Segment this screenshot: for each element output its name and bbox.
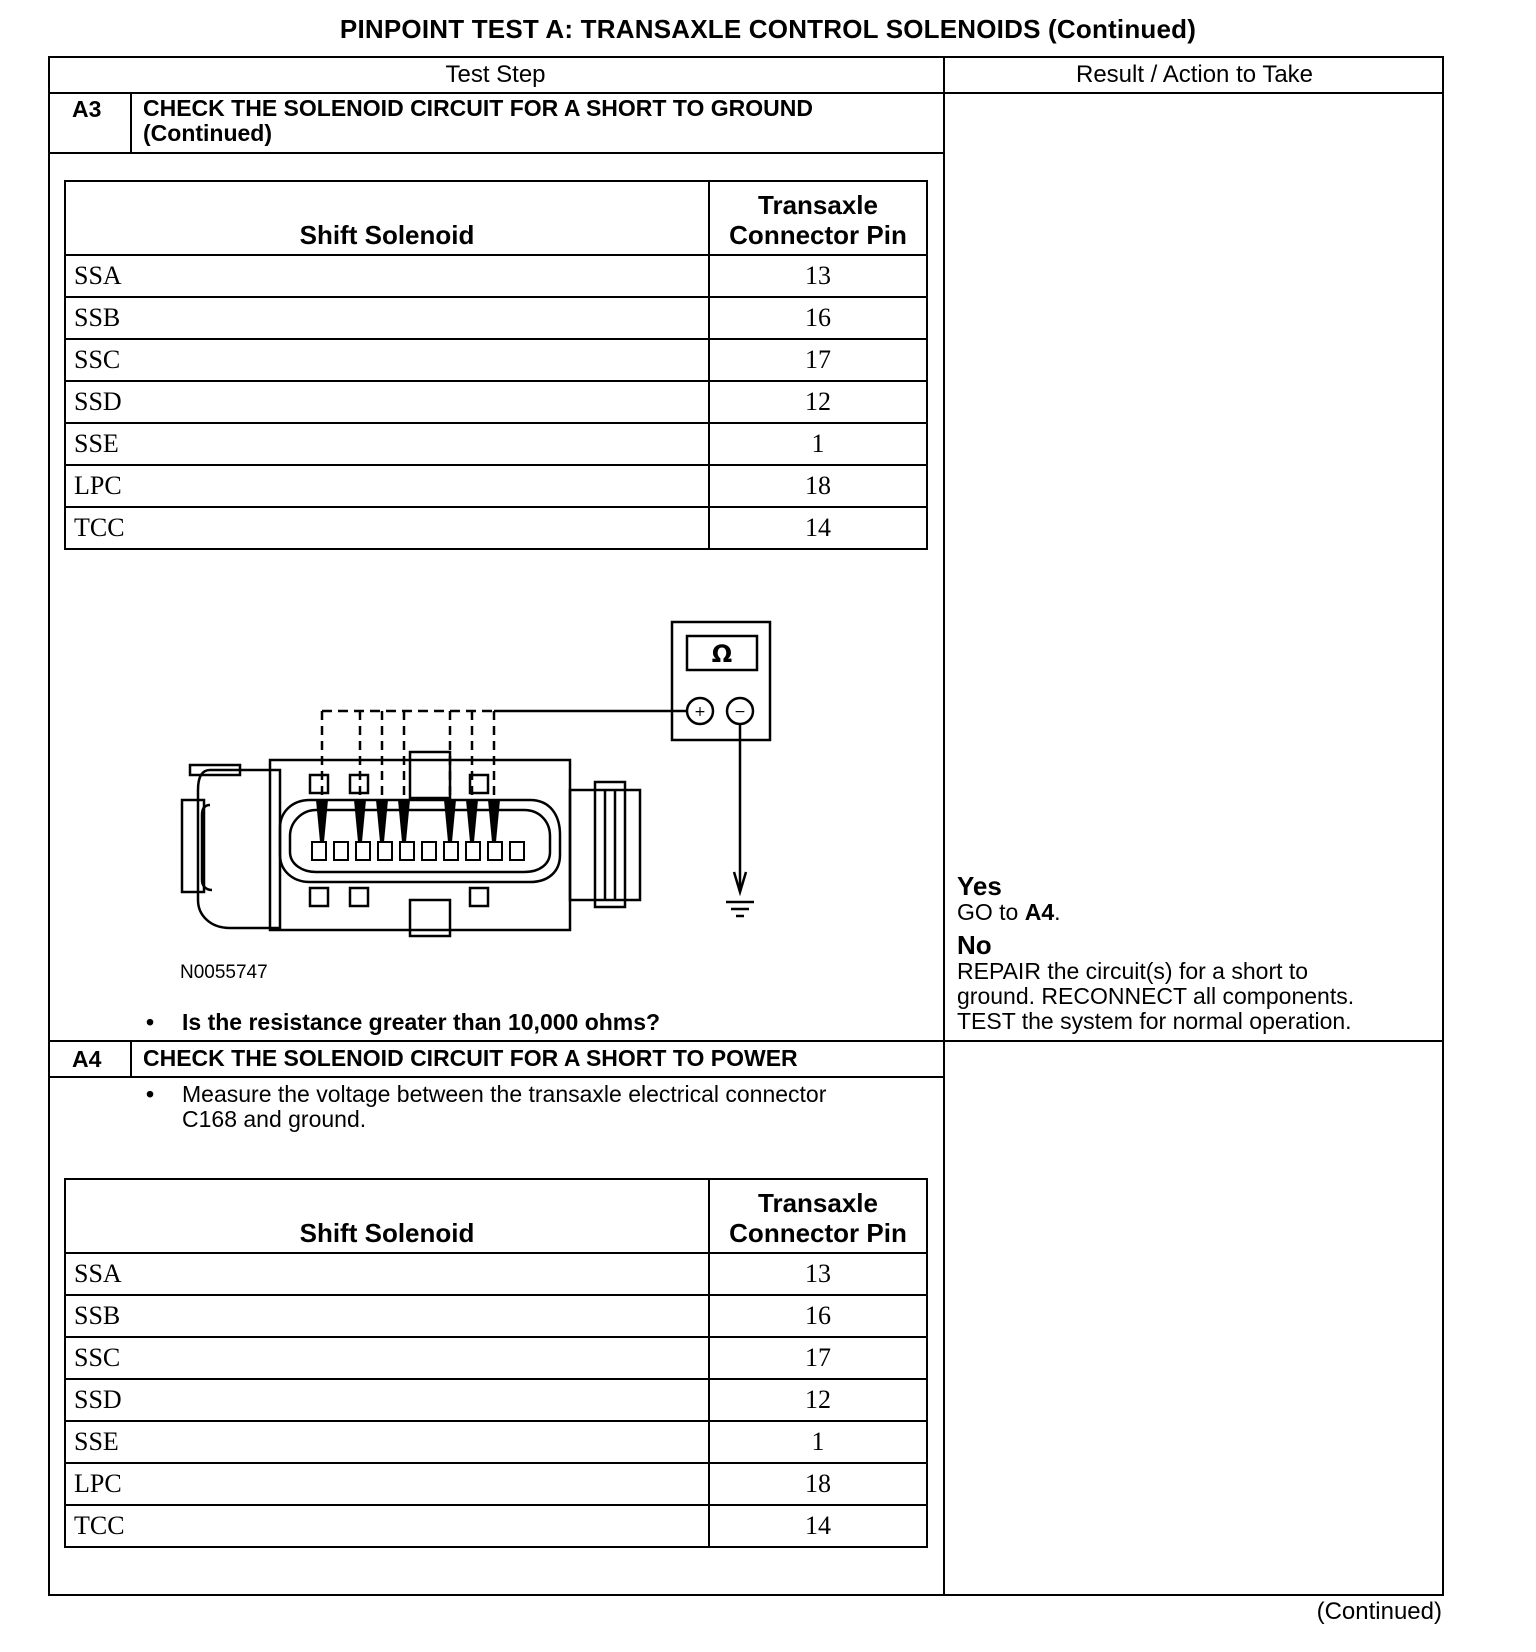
solenoid-cell: SSC <box>65 1337 709 1379</box>
solenoid-cell: LPC <box>65 1463 709 1505</box>
yes-end: . <box>1054 899 1061 925</box>
pin-cell: 12 <box>709 1379 927 1421</box>
table-row <box>65 339 927 381</box>
transaxle-connector-c168 <box>182 752 640 936</box>
plus-sign: + <box>694 704 706 720</box>
table-row <box>65 1253 927 1295</box>
solenoid-cell: SSE <box>65 423 709 465</box>
figure-id: N0055747 <box>180 962 268 983</box>
pin-cell: 1 <box>709 1421 927 1463</box>
yes-label: Yes <box>957 871 1002 901</box>
step-title-divider <box>48 152 945 154</box>
table-row <box>65 1295 927 1337</box>
solenoid-cell: SSA <box>65 1253 709 1295</box>
pin-cell: 17 <box>709 1337 927 1379</box>
pin-table-header-pin-line1: Transaxle <box>758 190 878 220</box>
instruction-line1: Measure the voltage between the transaxle electrical connector <box>182 1081 827 1107</box>
pin-cell: 16 <box>709 297 927 339</box>
pin-cell: 18 <box>709 1463 927 1505</box>
pin-cell: 1 <box>709 423 927 465</box>
table-row <box>65 1337 927 1379</box>
solenoid-cell: SSD <box>65 381 709 423</box>
header-divider <box>48 92 1444 94</box>
solenoid-cell: SSB <box>65 297 709 339</box>
pin-cell: 17 <box>709 339 927 381</box>
question-text: Is the resistance greater than 10,000 ohms? <box>182 1009 661 1035</box>
question-a3 <box>146 1010 660 1035</box>
no-line1: REPAIR the circuit(s) for a short to <box>957 958 1309 984</box>
solenoid-cell: SSA <box>65 255 709 297</box>
result-a3 <box>957 872 1354 1034</box>
pin-table-a3 <box>64 180 928 550</box>
ground-icon <box>726 902 754 916</box>
solenoid-cell: SSD <box>65 1379 709 1421</box>
header-test-step: Test Step <box>445 61 546 88</box>
instruction-line2: C168 and ground. <box>182 1106 367 1132</box>
bullet-icon: • <box>146 1081 155 1107</box>
yes-target: A4 <box>1024 899 1055 925</box>
pin-table-a4 <box>64 1178 928 1548</box>
no-line3: TEST the system for normal operation. <box>957 1008 1352 1034</box>
solenoid-cell: SSC <box>65 339 709 381</box>
table-row <box>65 381 927 423</box>
table-row <box>65 465 927 507</box>
solenoid-cell: TCC <box>65 1505 709 1547</box>
step-divider <box>48 1040 1444 1042</box>
pin-cell: 18 <box>709 465 927 507</box>
dashed-probe-lines <box>322 711 494 800</box>
pin-cell: 16 <box>709 1295 927 1337</box>
step-number-a4: A4 <box>72 1046 102 1072</box>
header-result-action: Result / Action to Take <box>1075 61 1314 88</box>
table-row <box>65 1379 927 1421</box>
pin-cell: 13 <box>709 255 927 297</box>
column-divider <box>943 56 945 1596</box>
step-title-a3-line1: CHECK THE SOLENOID CIRCUIT FOR A SHORT TO GROUND <box>143 95 813 121</box>
pin-table-header-pin-line2: Connector Pin <box>729 1218 907 1248</box>
pin-table-header-pin <box>709 1179 927 1253</box>
pin-cell: 12 <box>709 381 927 423</box>
probe-tips <box>316 800 500 842</box>
ohm-symbol: Ω <box>711 640 733 668</box>
solenoid-cell: TCC <box>65 507 709 549</box>
pin-cell: 13 <box>709 1253 927 1295</box>
step-title-a4: CHECK THE SOLENOID CIRCUIT FOR A SHORT TO POWER <box>143 1045 798 1071</box>
pin-cell: 14 <box>709 1505 927 1547</box>
pin-table-header-solenoid: Shift Solenoid <box>65 181 709 255</box>
solenoid-cell: SSB <box>65 1295 709 1337</box>
no-line2: ground. RECONNECT all components. <box>957 983 1355 1009</box>
step-title-a3-line2: (Continued) <box>143 120 273 146</box>
pin-table-header-pin-line1: Transaxle <box>758 1188 878 1218</box>
minus-sign: − <box>734 704 746 720</box>
pin-table-header-solenoid: Shift Solenoid <box>65 1179 709 1253</box>
table-row <box>65 297 927 339</box>
table-row <box>65 1505 927 1547</box>
step-number-a3: A3 <box>72 96 102 122</box>
pin-table-header-pin <box>709 181 927 255</box>
table-row <box>65 507 927 549</box>
page-title: PINPOINT TEST A: TRANSAXLE CONTROL SOLENOIDS (Continued) <box>339 14 1197 44</box>
connector-pins <box>312 842 524 860</box>
pin-cell: 14 <box>709 507 927 549</box>
pin-table-header-pin-line2: Connector Pin <box>729 220 907 250</box>
yes-action <box>957 900 1354 925</box>
solenoid-cell: SSE <box>65 1421 709 1463</box>
table-row <box>65 423 927 465</box>
step-title-a3 <box>143 96 813 146</box>
yes-text: GO to <box>957 899 1025 925</box>
table-row <box>65 255 927 297</box>
step-title-divider <box>48 1076 945 1078</box>
instruction-a4 <box>146 1082 826 1132</box>
bullet-icon: • <box>146 1009 155 1035</box>
continued-footer: (Continued) <box>1316 1598 1442 1625</box>
step-number-separator <box>130 1040 132 1078</box>
table-row <box>65 1421 927 1463</box>
connector-ohmmeter-diagram <box>150 610 790 950</box>
table-row <box>65 1463 927 1505</box>
solenoid-cell: LPC <box>65 465 709 507</box>
step-number-separator <box>130 92 132 154</box>
no-label: No <box>957 930 992 960</box>
